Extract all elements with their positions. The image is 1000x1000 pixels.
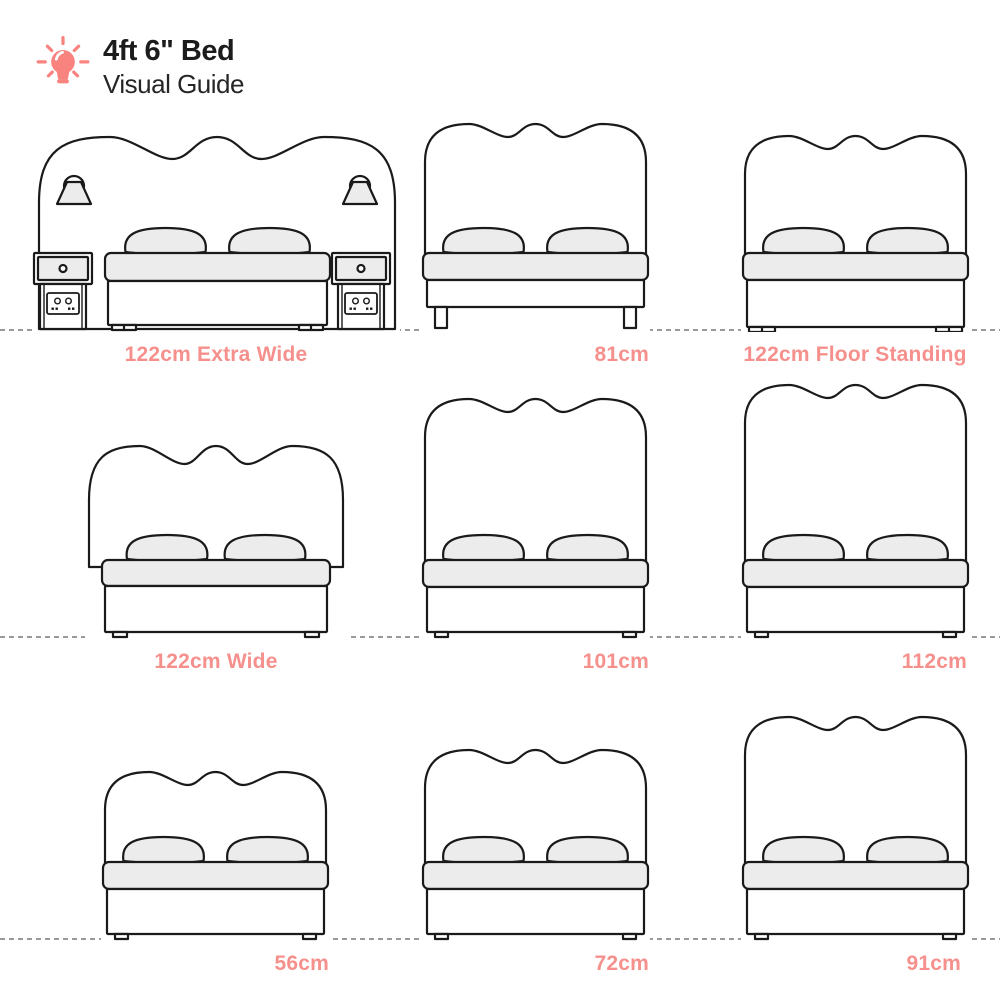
bed-size-label: 112cm <box>901 650 967 673</box>
bed-illustration-56cm <box>101 768 330 941</box>
bed-size-label: 81cm <box>594 343 649 366</box>
bed-size-label: 122cm Floor Standing <box>743 343 967 366</box>
bed-illustration-extra-wide <box>32 133 400 332</box>
lightbulb-icon <box>35 36 91 92</box>
bed-illustration-floor-standing <box>741 132 970 332</box>
bed-size-label: 122cm Extra Wide <box>124 343 308 366</box>
page-subtitle: Visual Guide <box>103 68 244 99</box>
bed-illustration-91cm <box>741 713 970 941</box>
bed-size-label: 72cm <box>594 952 649 975</box>
bed-illustration-122-wide <box>85 442 347 639</box>
page-title: 4ft 6" Bed <box>103 35 235 67</box>
bed-illustration-112cm <box>741 381 970 639</box>
bed-size-label: 56cm <box>274 952 329 975</box>
bed-size-label: 101cm <box>582 650 649 673</box>
bed-illustration-72cm <box>421 746 650 941</box>
bed-size-label: 91cm <box>906 952 961 975</box>
header <box>35 36 244 98</box>
bed-size-label: 122cm Wide <box>154 650 278 673</box>
bed-illustration-101cm <box>421 395 650 639</box>
bed-illustration-81cm <box>421 120 650 332</box>
